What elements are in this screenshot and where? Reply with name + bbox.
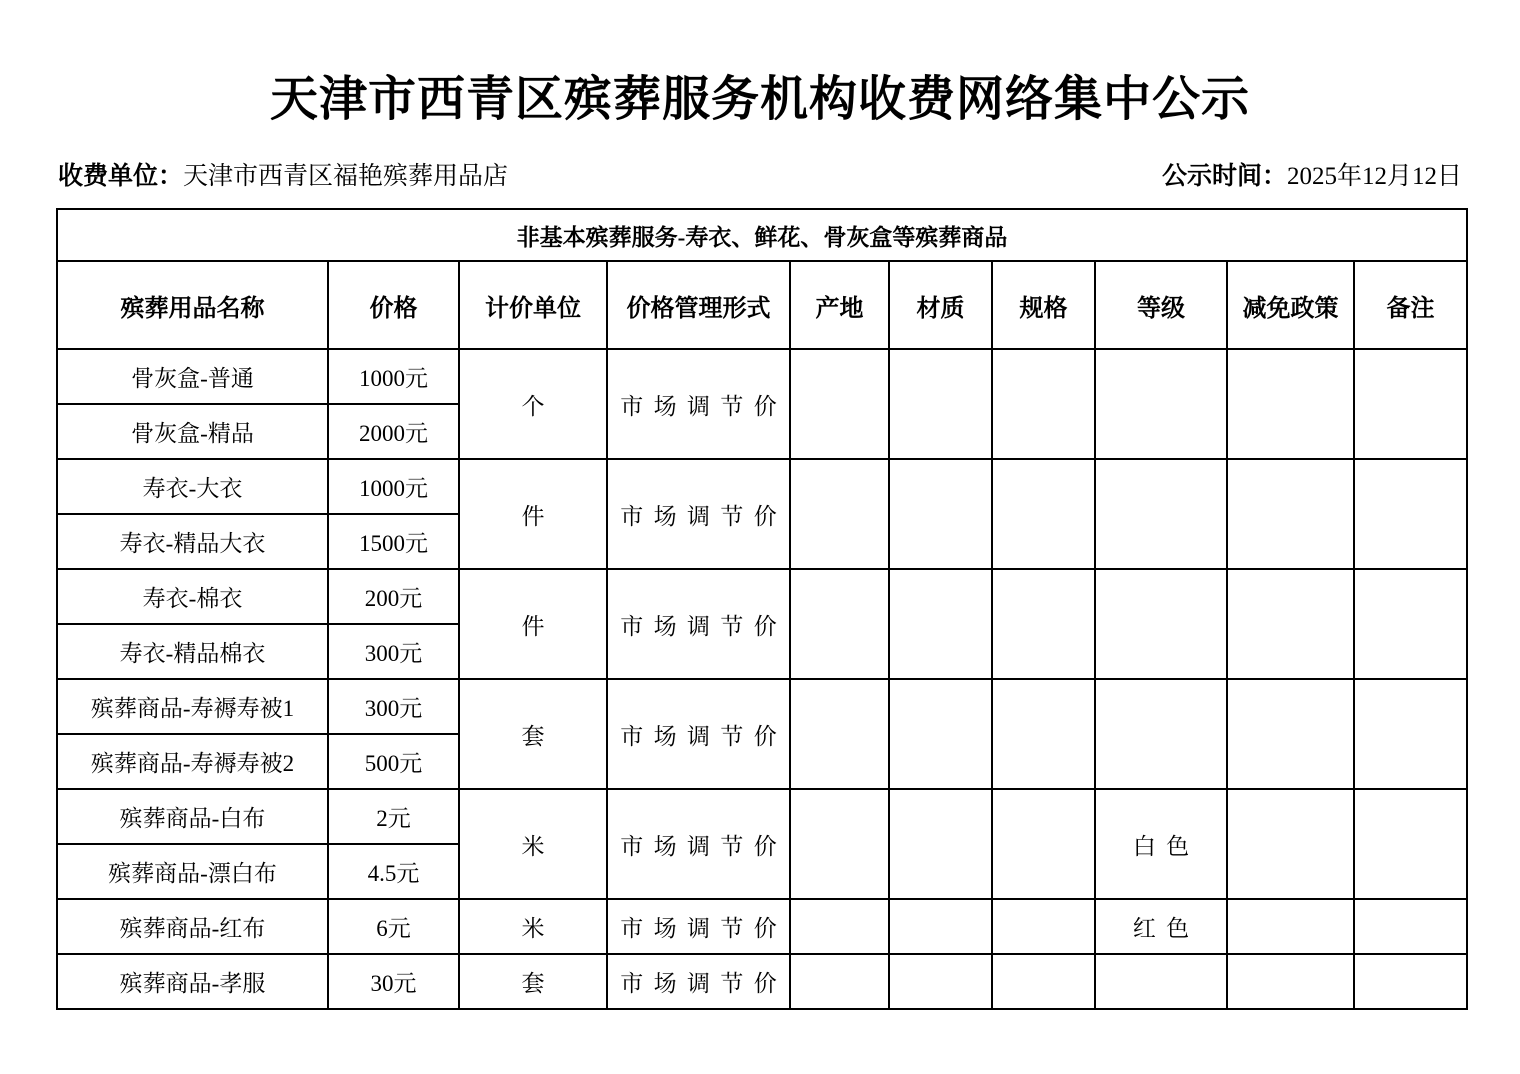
cell-material bbox=[889, 679, 992, 789]
cell-spec bbox=[992, 899, 1095, 954]
col-header-spec: 规格 bbox=[992, 261, 1095, 349]
cell-origin bbox=[790, 569, 889, 679]
cell-product-name: 骨灰盒-普通 bbox=[57, 349, 328, 404]
cell-grade bbox=[1095, 459, 1227, 569]
cell-material bbox=[889, 349, 992, 459]
cell-material bbox=[889, 899, 992, 954]
cell-grade: 白色 bbox=[1095, 789, 1227, 899]
cell-price: 1500元 bbox=[328, 514, 459, 569]
cell-relief-policy bbox=[1227, 789, 1354, 899]
cell-product-name: 殡葬商品-孝服 bbox=[57, 954, 328, 1009]
cell-material bbox=[889, 459, 992, 569]
cell-spec bbox=[992, 789, 1095, 899]
cell-relief-policy bbox=[1227, 899, 1354, 954]
cell-grade bbox=[1095, 679, 1227, 789]
page-title: 天津市西青区殡葬服务机构收费网络集中公示 bbox=[269, 73, 1250, 126]
table-row bbox=[57, 459, 1467, 514]
cell-material bbox=[889, 954, 992, 1009]
cell-grade: 红色 bbox=[1095, 899, 1227, 954]
publish-time bbox=[1162, 156, 1462, 192]
cell-pricing-form: 市场调节价 bbox=[607, 899, 790, 954]
cell-origin bbox=[790, 899, 889, 954]
cell-price: 2元 bbox=[328, 789, 459, 844]
cell-note bbox=[1354, 899, 1467, 954]
cell-product-name: 殡葬商品-漂白布 bbox=[57, 844, 328, 899]
cell-price: 6元 bbox=[328, 899, 459, 954]
cell-pricing-form: 市场调节价 bbox=[607, 679, 790, 789]
cell-note bbox=[1354, 459, 1467, 569]
cell-unit: 套 bbox=[459, 954, 607, 1009]
cell-product-name: 寿衣-大衣 bbox=[57, 459, 328, 514]
cell-note bbox=[1354, 569, 1467, 679]
cell-price: 30元 bbox=[328, 954, 459, 1009]
cell-price: 300元 bbox=[328, 679, 459, 734]
cell-price: 200元 bbox=[328, 569, 459, 624]
charge-unit bbox=[58, 156, 508, 192]
cell-product-name: 殡葬商品-红布 bbox=[57, 899, 328, 954]
cell-price: 4.5元 bbox=[328, 844, 459, 899]
cell-note bbox=[1354, 789, 1467, 899]
cell-unit: 套 bbox=[459, 679, 607, 789]
cell-relief-policy bbox=[1227, 459, 1354, 569]
cell-spec bbox=[992, 349, 1095, 459]
cell-relief-policy bbox=[1227, 569, 1354, 679]
cell-unit: 件 bbox=[459, 459, 607, 569]
col-header-pricing-form: 价格管理形式 bbox=[607, 261, 790, 349]
col-header-price: 价格 bbox=[328, 261, 459, 349]
cell-price: 1000元 bbox=[328, 459, 459, 514]
table-row bbox=[57, 349, 1467, 404]
cell-grade bbox=[1095, 349, 1227, 459]
table-section-title: 非基本殡葬服务-寿衣、鲜花、骨灰盒等殡葬商品 bbox=[57, 209, 1467, 261]
cell-origin bbox=[790, 349, 889, 459]
col-header-grade: 等级 bbox=[1095, 261, 1227, 349]
cell-product-name: 寿衣-棉衣 bbox=[57, 569, 328, 624]
cell-pricing-form: 市场调节价 bbox=[607, 789, 790, 899]
col-header-material: 材质 bbox=[889, 261, 992, 349]
charge-unit-label: 收费单位： bbox=[58, 162, 184, 190]
cell-unit: 件 bbox=[459, 569, 607, 679]
cell-price: 300元 bbox=[328, 624, 459, 679]
table-row bbox=[57, 569, 1467, 624]
col-header-relief-policy: 减免政策 bbox=[1227, 261, 1354, 349]
cell-spec bbox=[992, 679, 1095, 789]
col-header-note: 备注 bbox=[1354, 261, 1467, 349]
info-row bbox=[58, 156, 1462, 192]
cell-origin bbox=[790, 789, 889, 899]
cell-pricing-form: 市场调节价 bbox=[607, 459, 790, 569]
cell-pricing-form: 市场调节价 bbox=[607, 349, 790, 459]
cell-relief-policy bbox=[1227, 679, 1354, 789]
cell-product-name: 殡葬商品-寿褥寿被1 bbox=[57, 679, 328, 734]
table-row bbox=[57, 899, 1467, 954]
table-row bbox=[57, 679, 1467, 734]
charge-unit-value: 天津市西青区福艳殡葬用品店 bbox=[183, 163, 509, 190]
cell-spec bbox=[992, 459, 1095, 569]
section-title-row bbox=[57, 209, 1467, 261]
cell-note bbox=[1354, 679, 1467, 789]
cell-origin bbox=[790, 679, 889, 789]
cell-price: 1000元 bbox=[328, 349, 459, 404]
cell-material bbox=[889, 569, 992, 679]
cell-grade bbox=[1095, 569, 1227, 679]
cell-pricing-form: 市场调节价 bbox=[607, 569, 790, 679]
cell-product-name: 寿衣-精品棉衣 bbox=[57, 624, 328, 679]
cell-product-name: 殡葬商品-寿褥寿被2 bbox=[57, 734, 328, 789]
publish-time-label: 公示时间： bbox=[1161, 162, 1287, 190]
cell-relief-policy bbox=[1227, 954, 1354, 1009]
cell-note bbox=[1354, 954, 1467, 1009]
cell-origin bbox=[790, 954, 889, 1009]
col-header-origin: 产地 bbox=[790, 261, 889, 349]
cell-material bbox=[889, 789, 992, 899]
col-header-unit: 计价单位 bbox=[459, 261, 607, 349]
cell-spec bbox=[992, 954, 1095, 1009]
cell-price: 500元 bbox=[328, 734, 459, 789]
cell-product-name: 殡葬商品-白布 bbox=[57, 789, 328, 844]
table-row bbox=[57, 954, 1467, 1009]
column-header-row bbox=[57, 261, 1467, 349]
publish-time-value: 2025年12月12日 bbox=[1286, 163, 1462, 190]
cell-product-name: 骨灰盒-精品 bbox=[57, 404, 328, 459]
cell-origin bbox=[790, 459, 889, 569]
cell-grade bbox=[1095, 954, 1227, 1009]
fee-table bbox=[56, 208, 1468, 1010]
cell-product-name: 寿衣-精品大衣 bbox=[57, 514, 328, 569]
cell-price: 2000元 bbox=[328, 404, 459, 459]
cell-relief-policy bbox=[1227, 349, 1354, 459]
cell-unit: 米 bbox=[459, 899, 607, 954]
cell-note bbox=[1354, 349, 1467, 459]
cell-unit: 米 bbox=[459, 789, 607, 899]
cell-spec bbox=[992, 569, 1095, 679]
col-header-product-name: 殡葬用品名称 bbox=[57, 261, 328, 349]
cell-pricing-form: 市场调节价 bbox=[607, 954, 790, 1009]
cell-unit: 个 bbox=[459, 349, 607, 459]
table-row bbox=[57, 789, 1467, 844]
